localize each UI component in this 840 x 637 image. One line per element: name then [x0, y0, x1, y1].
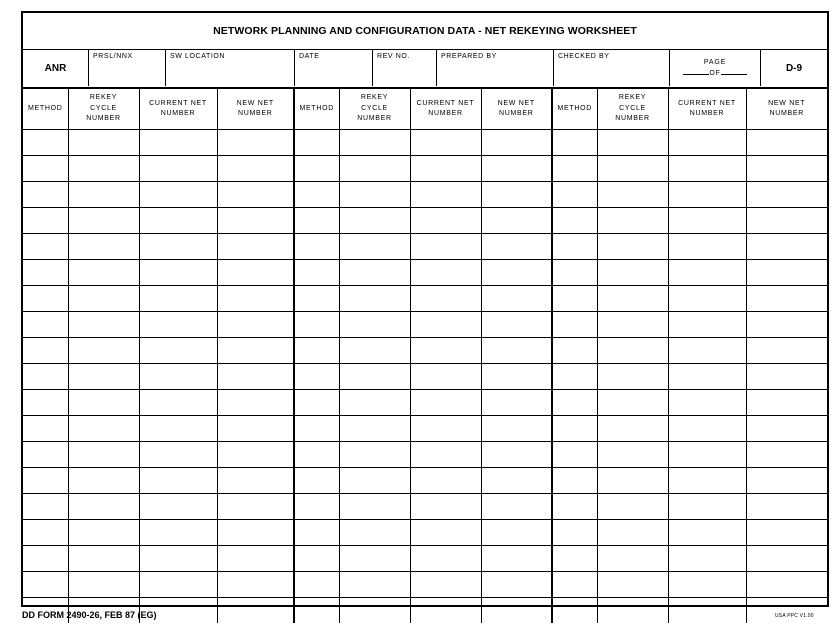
- method-cell[interactable]: [294, 156, 339, 182]
- method-cell[interactable]: [23, 312, 68, 338]
- header-method-2: METHOD: [294, 89, 339, 130]
- new-net-cell[interactable]: [481, 130, 552, 156]
- method-cell[interactable]: [23, 338, 68, 364]
- new-net-cell[interactable]: [217, 182, 294, 208]
- rekey-cycle-cell[interactable]: [597, 364, 668, 390]
- rekey-cycle-cell[interactable]: [339, 156, 410, 182]
- current-net-cell[interactable]: [410, 312, 481, 338]
- table-row: [23, 260, 827, 286]
- rekey-cycle-cell[interactable]: [68, 364, 139, 390]
- new-net-cell[interactable]: [481, 338, 552, 364]
- new-net-cell[interactable]: [746, 598, 827, 624]
- table-row: [23, 416, 827, 442]
- current-net-cell[interactable]: [410, 494, 481, 520]
- form-number: DD FORM 2490-26, FEB 87 (EG): [22, 610, 157, 620]
- current-net-cell[interactable]: [410, 234, 481, 260]
- new-net-cell[interactable]: [217, 494, 294, 520]
- method-cell[interactable]: [23, 468, 68, 494]
- current-net-cell[interactable]: [139, 286, 217, 312]
- header-new-net-1: NEW NET NUMBER: [217, 89, 294, 130]
- rev-no-field[interactable]: [373, 50, 437, 86]
- new-net-cell[interactable]: [481, 598, 552, 624]
- new-net-cell[interactable]: [481, 468, 552, 494]
- current-net-cell[interactable]: [410, 390, 481, 416]
- current-net-cell[interactable]: [139, 494, 217, 520]
- table-row: [23, 338, 827, 364]
- new-net-cell[interactable]: [746, 286, 827, 312]
- current-net-cell[interactable]: [139, 364, 217, 390]
- new-net-cell[interactable]: [217, 598, 294, 624]
- page-of-line: [683, 67, 746, 77]
- current-net-cell[interactable]: [668, 520, 746, 546]
- header-current-net-3: CURRENT NET NUMBER: [668, 89, 746, 130]
- current-net-cell[interactable]: [668, 312, 746, 338]
- method-cell[interactable]: [294, 468, 339, 494]
- current-net-cell[interactable]: [668, 234, 746, 260]
- table-row: [23, 572, 827, 598]
- checked-by-field[interactable]: [554, 50, 670, 86]
- new-net-cell[interactable]: [217, 546, 294, 572]
- method-cell[interactable]: [23, 156, 68, 182]
- new-net-cell[interactable]: [217, 130, 294, 156]
- table-row: [23, 546, 827, 572]
- new-net-cell[interactable]: [217, 260, 294, 286]
- table-row: [23, 312, 827, 338]
- header-current-net-2: CURRENT NET NUMBER: [410, 89, 481, 130]
- current-net-cell[interactable]: [410, 130, 481, 156]
- sw-location-field[interactable]: [166, 50, 295, 86]
- rekey-cycle-cell[interactable]: [339, 234, 410, 260]
- rekey-cycle-cell[interactable]: [68, 338, 139, 364]
- rekey-cycle-cell[interactable]: [339, 364, 410, 390]
- current-net-cell[interactable]: [139, 416, 217, 442]
- rekey-cycle-cell[interactable]: [68, 572, 139, 598]
- new-net-cell[interactable]: [481, 546, 552, 572]
- current-net-cell[interactable]: [668, 286, 746, 312]
- method-cell[interactable]: [294, 208, 339, 234]
- rekey-cycle-cell[interactable]: [597, 260, 668, 286]
- rekey-cycle-cell[interactable]: [68, 182, 139, 208]
- method-cell[interactable]: [552, 156, 597, 182]
- current-net-cell[interactable]: [668, 130, 746, 156]
- method-cell[interactable]: [23, 520, 68, 546]
- rekey-cycle-cell[interactable]: [597, 312, 668, 338]
- new-net-cell[interactable]: [481, 572, 552, 598]
- new-net-cell[interactable]: [481, 312, 552, 338]
- new-net-cell[interactable]: [746, 234, 827, 260]
- method-cell[interactable]: [552, 390, 597, 416]
- table-row: [23, 234, 827, 260]
- method-cell[interactable]: [294, 416, 339, 442]
- method-cell[interactable]: [552, 572, 597, 598]
- current-net-cell[interactable]: [139, 234, 217, 260]
- current-net-cell[interactable]: [139, 572, 217, 598]
- method-cell[interactable]: [552, 182, 597, 208]
- page-field[interactable]: [670, 50, 761, 86]
- current-net-cell[interactable]: [139, 156, 217, 182]
- current-net-cell[interactable]: [139, 338, 217, 364]
- current-net-cell[interactable]: [410, 572, 481, 598]
- rekey-cycle-cell[interactable]: [597, 156, 668, 182]
- rekey-cycle-cell[interactable]: [597, 416, 668, 442]
- method-cell[interactable]: [23, 286, 68, 312]
- current-net-cell[interactable]: [668, 468, 746, 494]
- table-row: [23, 364, 827, 390]
- rekey-cycle-cell[interactable]: [339, 208, 410, 234]
- method-cell[interactable]: [23, 494, 68, 520]
- rekey-cycle-cell[interactable]: [597, 442, 668, 468]
- current-net-cell[interactable]: [410, 156, 481, 182]
- new-net-cell[interactable]: [746, 390, 827, 416]
- method-cell[interactable]: [23, 416, 68, 442]
- method-cell[interactable]: [552, 520, 597, 546]
- rekey-cycle-cell[interactable]: [597, 520, 668, 546]
- rekey-cycle-cell[interactable]: [68, 234, 139, 260]
- new-net-cell[interactable]: [746, 416, 827, 442]
- form-title: NETWORK PLANNING AND CONFIGURATION DATA - NET REKEYING WORKSHEET: [23, 13, 827, 50]
- current-net-cell[interactable]: [139, 260, 217, 286]
- table-row: [23, 156, 827, 182]
- current-net-cell[interactable]: [410, 598, 481, 624]
- prsl-nnx-field[interactable]: [89, 50, 166, 86]
- rekey-cycle-cell[interactable]: [68, 208, 139, 234]
- method-cell[interactable]: [552, 312, 597, 338]
- rekey-cycle-cell[interactable]: [68, 494, 139, 520]
- new-net-cell[interactable]: [217, 364, 294, 390]
- page-total-blank[interactable]: [721, 67, 747, 75]
- current-net-cell[interactable]: [668, 416, 746, 442]
- new-net-cell[interactable]: [217, 234, 294, 260]
- rekey-cycle-cell[interactable]: [339, 572, 410, 598]
- rekey-cycle-cell[interactable]: [339, 390, 410, 416]
- rev-no-label: REV NO.: [377, 53, 410, 60]
- rekey-cycle-cell[interactable]: [68, 156, 139, 182]
- rekey-cycle-cell[interactable]: [68, 390, 139, 416]
- rekey-cycle-cell[interactable]: [597, 286, 668, 312]
- rekey-cycle-cell[interactable]: [68, 130, 139, 156]
- current-net-cell[interactable]: [410, 260, 481, 286]
- new-net-cell[interactable]: [746, 520, 827, 546]
- rekey-cycle-cell[interactable]: [339, 286, 410, 312]
- rekey-cycle-cell[interactable]: [339, 312, 410, 338]
- rekey-cycle-cell[interactable]: [339, 520, 410, 546]
- new-net-cell[interactable]: [746, 208, 827, 234]
- method-cell[interactable]: [552, 598, 597, 624]
- method-cell[interactable]: [552, 468, 597, 494]
- method-cell[interactable]: [294, 494, 339, 520]
- header-rekey-cycle-3: REKEY CYCLE NUMBER: [597, 89, 668, 130]
- method-cell[interactable]: [552, 234, 597, 260]
- rekey-cycle-cell[interactable]: [68, 416, 139, 442]
- current-net-cell[interactable]: [668, 390, 746, 416]
- prepared-by-field[interactable]: [437, 50, 554, 86]
- current-net-cell[interactable]: [410, 468, 481, 494]
- current-net-cell[interactable]: [410, 338, 481, 364]
- new-net-cell[interactable]: [217, 208, 294, 234]
- method-cell[interactable]: [23, 130, 68, 156]
- current-net-cell[interactable]: [410, 364, 481, 390]
- rekey-cycle-cell[interactable]: [339, 468, 410, 494]
- rekey-cycle-cell[interactable]: [68, 286, 139, 312]
- rekey-cycle-cell[interactable]: [339, 260, 410, 286]
- new-net-cell[interactable]: [481, 156, 552, 182]
- method-cell[interactable]: [23, 546, 68, 572]
- rekey-cycle-cell[interactable]: [339, 546, 410, 572]
- current-net-cell[interactable]: [139, 312, 217, 338]
- rekey-cycle-cell[interactable]: [339, 130, 410, 156]
- new-net-cell[interactable]: [481, 442, 552, 468]
- date-label: DATE: [299, 53, 320, 60]
- rekey-cycle-cell[interactable]: [597, 234, 668, 260]
- rekey-cycle-cell[interactable]: [68, 260, 139, 286]
- current-net-cell[interactable]: [410, 182, 481, 208]
- current-net-cell[interactable]: [410, 208, 481, 234]
- page-number-blank[interactable]: [683, 67, 709, 75]
- new-net-cell[interactable]: [217, 156, 294, 182]
- current-net-cell[interactable]: [410, 442, 481, 468]
- new-net-cell[interactable]: [746, 546, 827, 572]
- method-cell[interactable]: [294, 572, 339, 598]
- current-net-cell[interactable]: [139, 442, 217, 468]
- new-net-cell[interactable]: [481, 234, 552, 260]
- checked-by-label: CHECKED BY: [558, 53, 610, 60]
- of-label: OF: [709, 70, 721, 77]
- rekey-cycle-cell[interactable]: [597, 598, 668, 624]
- current-net-cell[interactable]: [668, 182, 746, 208]
- anr-label: ANR: [23, 50, 89, 86]
- table-row: [23, 130, 827, 156]
- current-net-cell[interactable]: [139, 208, 217, 234]
- current-net-cell[interactable]: [668, 260, 746, 286]
- method-cell[interactable]: [294, 130, 339, 156]
- new-net-cell[interactable]: [217, 572, 294, 598]
- current-net-cell[interactable]: [668, 156, 746, 182]
- new-net-cell[interactable]: [746, 338, 827, 364]
- rekey-cycle-cell[interactable]: [68, 520, 139, 546]
- method-cell[interactable]: [23, 442, 68, 468]
- new-net-cell[interactable]: [746, 312, 827, 338]
- header-current-net-1: CURRENT NET NUMBER: [139, 89, 217, 130]
- table-row: [23, 208, 827, 234]
- current-net-cell[interactable]: [139, 390, 217, 416]
- new-net-cell[interactable]: [746, 182, 827, 208]
- rekey-cycle-cell[interactable]: [597, 390, 668, 416]
- current-net-cell[interactable]: [139, 182, 217, 208]
- header-method-1: METHOD: [23, 89, 68, 130]
- method-cell[interactable]: [552, 286, 597, 312]
- method-cell[interactable]: [552, 546, 597, 572]
- method-cell[interactable]: [294, 338, 339, 364]
- new-net-cell[interactable]: [481, 416, 552, 442]
- method-cell[interactable]: [552, 260, 597, 286]
- rekey-cycle-cell[interactable]: [597, 130, 668, 156]
- current-net-cell[interactable]: [410, 416, 481, 442]
- prsl-nnx-label: PRSL/NNX: [93, 53, 133, 60]
- worksheet-form: [21, 11, 829, 607]
- new-net-cell[interactable]: [481, 286, 552, 312]
- rekey-cycle-cell[interactable]: [68, 468, 139, 494]
- header-rekey-cycle-1: REKEY CYCLE NUMBER: [68, 89, 139, 130]
- new-net-cell[interactable]: [481, 494, 552, 520]
- new-net-cell[interactable]: [481, 364, 552, 390]
- method-cell[interactable]: [552, 338, 597, 364]
- method-cell[interactable]: [23, 234, 68, 260]
- new-net-cell[interactable]: [746, 130, 827, 156]
- rekey-cycle-cell[interactable]: [597, 338, 668, 364]
- new-net-cell[interactable]: [217, 416, 294, 442]
- new-net-cell[interactable]: [217, 338, 294, 364]
- new-net-cell[interactable]: [217, 312, 294, 338]
- method-cell[interactable]: [294, 442, 339, 468]
- current-net-cell[interactable]: [668, 442, 746, 468]
- rekey-cycle-cell[interactable]: [597, 546, 668, 572]
- rekey-cycle-cell[interactable]: [597, 182, 668, 208]
- method-cell[interactable]: [294, 312, 339, 338]
- method-cell[interactable]: [23, 390, 68, 416]
- method-cell[interactable]: [23, 208, 68, 234]
- method-cell[interactable]: [294, 182, 339, 208]
- new-net-cell[interactable]: [746, 442, 827, 468]
- method-cell[interactable]: [294, 390, 339, 416]
- method-cell[interactable]: [294, 234, 339, 260]
- new-net-cell[interactable]: [746, 260, 827, 286]
- current-net-cell[interactable]: [139, 468, 217, 494]
- current-net-cell[interactable]: [410, 286, 481, 312]
- new-net-cell[interactable]: [746, 364, 827, 390]
- rekey-cycle-cell[interactable]: [339, 494, 410, 520]
- table-body: [23, 130, 827, 624]
- page-label: PAGE: [703, 59, 727, 66]
- rekey-cycle-cell[interactable]: [597, 494, 668, 520]
- printer-code: USA PPC V1.00: [775, 613, 814, 619]
- method-cell[interactable]: [294, 598, 339, 624]
- rekey-cycle-cell[interactable]: [339, 338, 410, 364]
- new-net-cell[interactable]: [481, 182, 552, 208]
- header-method-3: METHOD: [552, 89, 597, 130]
- current-net-cell[interactable]: [668, 208, 746, 234]
- new-net-cell[interactable]: [746, 494, 827, 520]
- new-net-cell[interactable]: [746, 468, 827, 494]
- new-net-cell[interactable]: [217, 442, 294, 468]
- method-cell[interactable]: [23, 260, 68, 286]
- new-net-cell[interactable]: [217, 286, 294, 312]
- new-net-cell[interactable]: [481, 390, 552, 416]
- current-net-cell[interactable]: [139, 520, 217, 546]
- new-net-cell[interactable]: [217, 520, 294, 546]
- table-row: [23, 182, 827, 208]
- current-net-cell[interactable]: [668, 598, 746, 624]
- method-cell[interactable]: [294, 520, 339, 546]
- current-net-cell[interactable]: [139, 130, 217, 156]
- rekey-cycle-cell[interactable]: [597, 208, 668, 234]
- rekey-cycle-cell[interactable]: [68, 546, 139, 572]
- current-net-cell[interactable]: [668, 494, 746, 520]
- date-field[interactable]: [295, 50, 373, 86]
- rekey-cycle-cell[interactable]: [339, 416, 410, 442]
- form-id-label: D-9: [785, 62, 803, 74]
- current-net-cell[interactable]: [668, 546, 746, 572]
- table-row: [23, 390, 827, 416]
- header-rekey-cycle-2: REKEY CYCLE NUMBER: [339, 89, 410, 130]
- new-net-cell[interactable]: [217, 468, 294, 494]
- method-cell[interactable]: [552, 442, 597, 468]
- table-row: [23, 520, 827, 546]
- method-cell[interactable]: [552, 364, 597, 390]
- rekey-cycle-cell[interactable]: [339, 598, 410, 624]
- new-net-cell[interactable]: [746, 156, 827, 182]
- table-row: [23, 468, 827, 494]
- method-cell[interactable]: [552, 130, 597, 156]
- rekey-cycle-cell[interactable]: [597, 468, 668, 494]
- table-row: [23, 286, 827, 312]
- method-cell[interactable]: [23, 364, 68, 390]
- current-net-cell[interactable]: [668, 572, 746, 598]
- header-new-net-2: NEW NET NUMBER: [481, 89, 552, 130]
- rekey-cycle-cell[interactable]: [68, 442, 139, 468]
- new-net-cell[interactable]: [481, 520, 552, 546]
- method-cell[interactable]: [23, 572, 68, 598]
- sw-location-label: SW LOCATION: [170, 53, 226, 60]
- header-new-net-3: NEW NET NUMBER: [746, 89, 827, 130]
- current-net-cell[interactable]: [139, 546, 217, 572]
- current-net-cell[interactable]: [410, 546, 481, 572]
- rekey-cycle-cell[interactable]: [68, 312, 139, 338]
- current-net-cell[interactable]: [668, 364, 746, 390]
- rekey-cycle-cell[interactable]: [597, 572, 668, 598]
- table-row: [23, 494, 827, 520]
- new-net-cell[interactable]: [746, 572, 827, 598]
- rekey-cycle-cell[interactable]: [339, 442, 410, 468]
- method-cell[interactable]: [552, 416, 597, 442]
- method-cell[interactable]: [294, 364, 339, 390]
- rekeying-table: [23, 88, 827, 623]
- rekey-cycle-cell[interactable]: [339, 182, 410, 208]
- method-cell[interactable]: [552, 208, 597, 234]
- new-net-cell[interactable]: [481, 208, 552, 234]
- column-header-row: [23, 89, 827, 130]
- prepared-by-label: PREPARED BY: [441, 53, 497, 60]
- method-cell[interactable]: [294, 286, 339, 312]
- header-row: [23, 50, 827, 88]
- method-cell[interactable]: [552, 494, 597, 520]
- table-row: [23, 442, 827, 468]
- method-cell[interactable]: [23, 182, 68, 208]
- current-net-cell[interactable]: [410, 520, 481, 546]
- new-net-cell[interactable]: [217, 390, 294, 416]
- method-cell[interactable]: [294, 546, 339, 572]
- current-net-cell[interactable]: [668, 338, 746, 364]
- method-cell[interactable]: [294, 260, 339, 286]
- new-net-cell[interactable]: [481, 260, 552, 286]
